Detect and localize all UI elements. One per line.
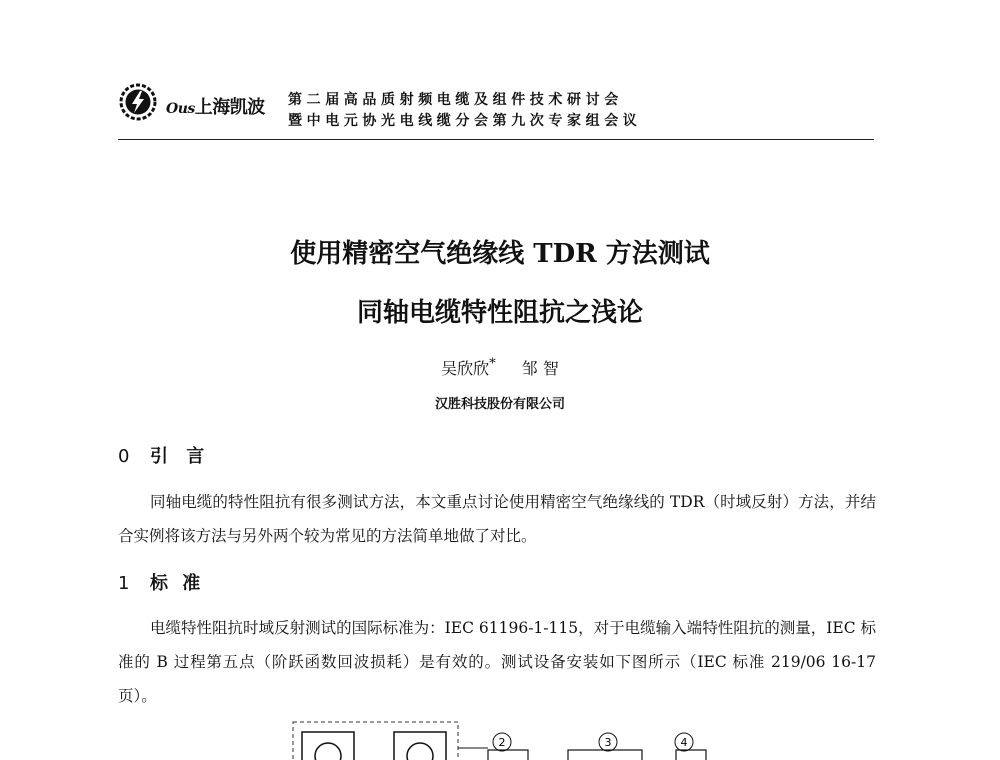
section-title: 标 准 <box>150 573 205 594</box>
section-paragraph: 电缆特性阻抗时域反射测试的国际标准为：IEC 61196-1-115，对于电缆输入端特性阻抗的测量，IEC 标准的 B 过程第五点（阶跃函数回波损耗）是有效的。测试设备安装如下图所示（IEC 标准 219/06 16-17 页）。 <box>118 619 876 705</box>
callout-label: 2 <box>498 736 506 749</box>
author-footnote-mark: * <box>489 356 496 372</box>
author-name: 吴欣欣 <box>441 359 490 378</box>
component-box <box>676 750 706 760</box>
instrument-dial <box>407 743 433 760</box>
component-box <box>488 750 528 760</box>
callout-label: 4 <box>680 736 688 749</box>
component-box <box>568 750 642 760</box>
section-title: 引 言 <box>150 446 211 467</box>
callout-label: 3 <box>604 736 612 749</box>
section-number: 1 <box>118 573 134 594</box>
section-heading <box>118 442 210 468</box>
instrument-box <box>394 732 446 760</box>
company-logo-icon <box>118 82 158 122</box>
conference-title-line-2: 暨中电元协光电线缆分会第九次专家组会议 <box>288 113 642 129</box>
paper-title-line-2: 同轴电缆特性阻抗之浅论 <box>356 298 643 328</box>
section-paragraph: 同轴电缆的特性阻抗有很多测试方法，本文重点讨论使用精密空气绝缘线的 TDR（时域反射）方法，并结合实例将该方法与另外两个较为常见的方法简单地做了对比。 <box>118 493 876 545</box>
author-name: 邹 智 <box>521 359 559 378</box>
affiliation: 汉胜科技股份有限公司 <box>434 397 565 412</box>
paper-title-line-1: 使用精密空气绝缘线 TDR 方法测试 <box>290 239 710 269</box>
instrument-box <box>302 732 354 760</box>
company-logo <box>166 93 265 119</box>
section-heading <box>118 569 204 595</box>
company-logo-name: 上海凯波 <box>194 97 265 118</box>
section-number: 0 <box>118 446 136 467</box>
instrument-dial <box>315 743 341 760</box>
conference-title-line-1: 第二届高品质射频电缆及组件技术研讨会 <box>288 92 623 108</box>
company-logo-latin: Ous <box>166 101 195 117</box>
test-setup-figure <box>0 720 1000 760</box>
author-line <box>0 356 1000 379</box>
header-divider <box>118 139 874 140</box>
